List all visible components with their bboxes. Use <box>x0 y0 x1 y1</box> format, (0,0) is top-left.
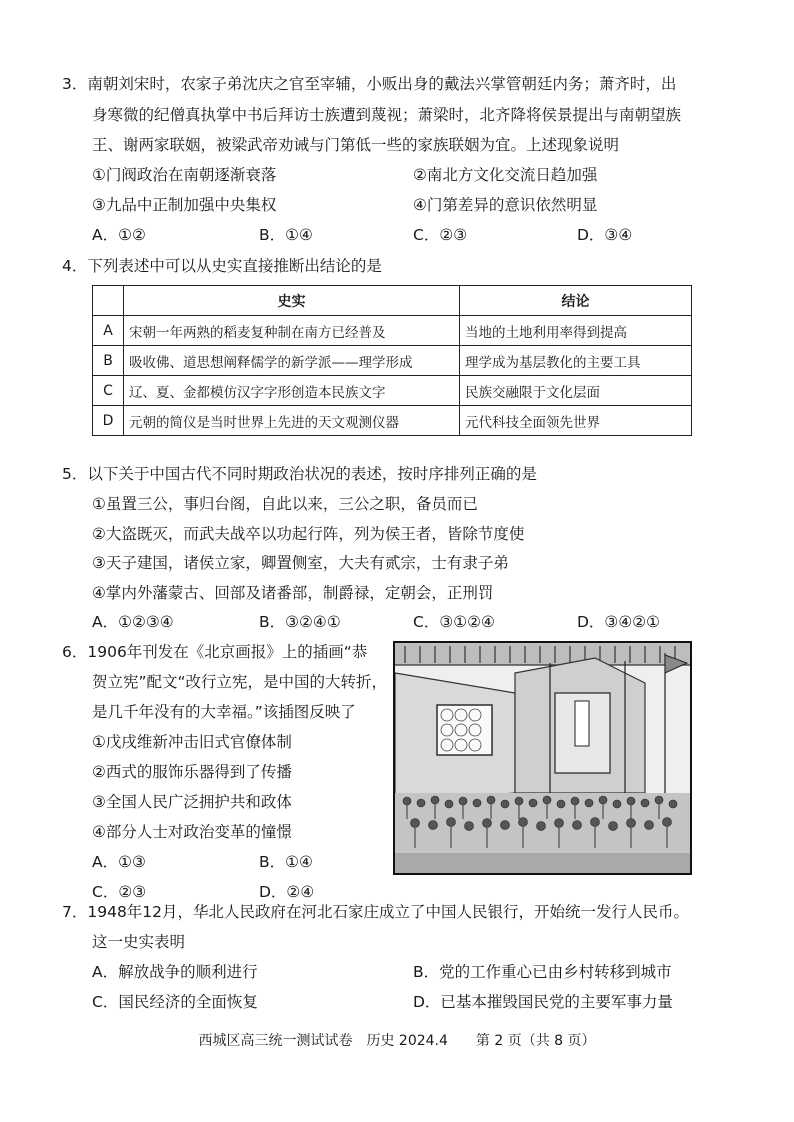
q4-row-label: B <box>93 346 124 376</box>
page-footer: 西城区高三统一测试试卷 历史 2024.4 第 2 页（共 8 页） <box>198 1033 596 1049</box>
q3-choice-d: D．③④ <box>577 226 633 244</box>
q5-option-4: ④掌内外藩蒙古、回部及诸番部，制爵禄，定朝会，正刑罚 <box>92 584 494 602</box>
q4-table-header-row <box>93 286 692 316</box>
q4-header-conclusion: 结论 <box>460 286 692 316</box>
constitution-celebration-illustration <box>395 643 690 873</box>
q4-stem: 4．下列表述中可以从史实直接推断出结论的是 <box>62 257 382 275</box>
q3-stem-line-3: 王、谢两家联姻，被梁武帝劝诫与门第低一些的家族联姻为宜。上述现象说明 <box>92 136 620 154</box>
q6-stem-line-3: 是几千年没有的大幸福。”该插图反映了 <box>92 703 356 721</box>
q3-stem-line-1: 3．南朝刘宋时，农家子弟沈庆之官至宰辅，小贩出身的戴法兴掌管朝廷内务；萧齐时，出 <box>62 75 677 93</box>
q3-option-4: ④门第差异的意识依然明显 <box>413 196 598 214</box>
q4-row-fact: 宋朝一年两熟的稻麦复种制在南方已经普及 <box>124 316 460 346</box>
q4-row-label: A <box>93 316 124 346</box>
table-row <box>93 406 692 436</box>
q6-choice-b: B．①④ <box>259 853 313 871</box>
q6-option-2: ②西式的服饰乐器得到了传播 <box>92 763 292 781</box>
q5-stem: 5．以下关于中国古代不同时期政治状况的表述，按时序排列正确的是 <box>62 465 537 483</box>
q4-row-conclusion: 元代科技全面领先世界 <box>460 406 692 436</box>
q4-row-label: C <box>93 376 124 406</box>
table-row <box>93 316 692 346</box>
q4-header-fact: 史实 <box>124 286 460 316</box>
q7-choice-d: D．已基本摧毁国民党的主要军事力量 <box>413 993 673 1011</box>
q7-choice-a: A．解放战争的顺利进行 <box>92 963 258 981</box>
q7-stem-line-2: 这一史实表明 <box>92 933 186 951</box>
q4-row-fact: 辽、夏、金都模仿汉字字形创造本民族文字 <box>124 376 460 406</box>
q7-choice-b: B．党的工作重心已由乡村转移到城市 <box>413 963 672 981</box>
q6-choice-a: A．①③ <box>92 853 146 871</box>
q6-stem-line-1: 6．1906年刊发在《北京画报》上的插画“恭 <box>62 643 368 661</box>
q5-option-3: ③天子建国，诸侯立家，卿置侧室，大夫有贰宗，士有隶子弟 <box>92 554 509 572</box>
table-row <box>93 376 692 406</box>
q3-stem-line-2: 身寒微的纪僧真执掌中书后拜访士族遭到蔑视；萧梁时，北齐降将侯景提出与南朝望族 <box>92 106 682 124</box>
q4-row-conclusion: 民族交融限于文化层面 <box>460 376 692 406</box>
q6-choice-d: D．②④ <box>259 883 315 901</box>
q3-choice-b: B．①④ <box>259 226 313 244</box>
q4-row-fact: 吸收佛、道思想阐释儒学的新学派——理学形成 <box>124 346 460 376</box>
q7-choice-c: C．国民经济的全面恢复 <box>92 993 258 1011</box>
q6-choice-c: C．②③ <box>92 883 147 901</box>
q3-choice-c: C．②③ <box>413 226 468 244</box>
table-row <box>93 346 692 376</box>
q6-illustration <box>393 641 692 875</box>
q5-choice-a: A．①②③④ <box>92 613 174 631</box>
q3-option-3: ③九品中正制加强中央集权 <box>92 196 277 214</box>
q4-row-conclusion: 当地的土地利用率得到提高 <box>460 316 692 346</box>
q4-header-blank <box>93 286 124 316</box>
q4-row-label: D <box>93 406 124 436</box>
q5-choice-c: C．③①②④ <box>413 613 495 631</box>
q5-choice-d: D．③④②① <box>577 613 661 631</box>
q4-table <box>92 285 692 436</box>
q5-choice-b: B．③②④① <box>259 613 341 631</box>
q5-option-1: ①虽置三公，事归台阁，自此以来，三公之职，备员而已 <box>92 495 478 513</box>
q3-choice-a: A．①② <box>92 226 146 244</box>
q6-option-1: ①戊戌维新冲击旧式官僚体制 <box>92 733 292 751</box>
q6-stem-line-2: 贺立宪”配文“改行立宪，是中国的大转折， <box>92 673 388 691</box>
q3-option-2: ②南北方文化交流日趋加强 <box>413 166 598 184</box>
q4-row-conclusion: 理学成为基层教化的主要工具 <box>460 346 692 376</box>
q5-option-2: ②大盗既灭，而武夫战卒以功起行阵，列为侯王者，皆除节度使 <box>92 525 525 543</box>
q7-stem-line-1: 7．1948年12月，华北人民政府在河北石家庄成立了中国人民银行，开始统一发行人民币。 <box>62 903 690 921</box>
q3-option-1: ①门阀政治在南朝逐渐衰落 <box>92 166 277 184</box>
q6-option-4: ④部分人士对政治变革的憧憬 <box>92 823 292 841</box>
q6-option-3: ③全国人民广泛拥护共和政体 <box>92 793 292 811</box>
q4-row-fact: 元朝的简仪是当时世界上先进的天文观测仪器 <box>124 406 460 436</box>
